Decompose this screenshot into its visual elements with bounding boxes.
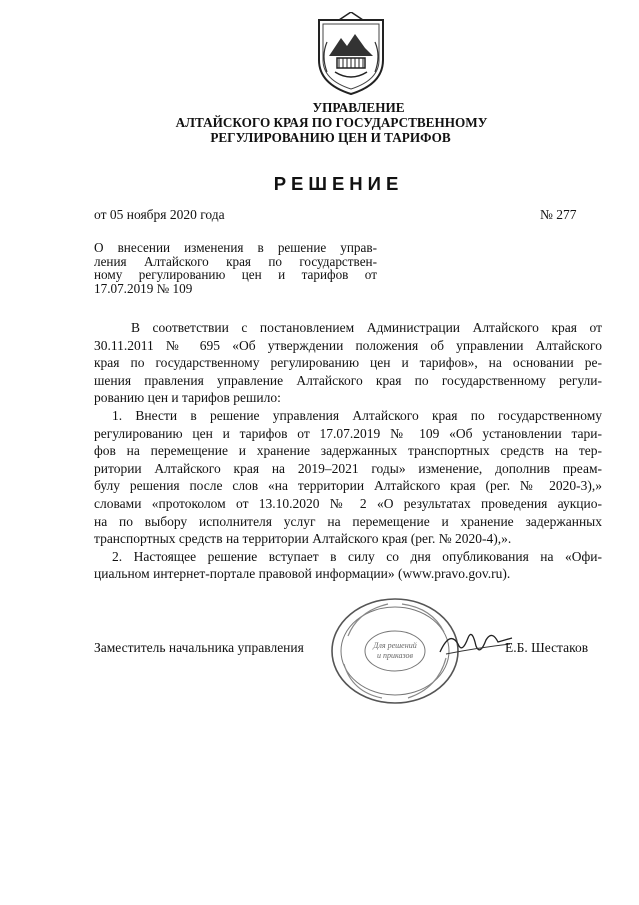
body-line: фов на перемещение и хранение задержанных транспортных средств на тер- <box>94 443 602 459</box>
body-line: на по выбору исполнителя услуг на перемещение и хранение задержанных <box>94 513 602 529</box>
body-line: циальном интернет-портале правовой информации» (www.pravo.gov.ru). <box>94 566 511 582</box>
subject-line: 17.07.2019 № 109 <box>94 280 193 296</box>
body-line: шения правления управление Алтайского края по государственному регули- <box>94 372 602 388</box>
body-line: булу решения после слов «на территории Алтайского края (рег. № 2020-3),» <box>94 478 602 494</box>
document-body <box>94 319 602 583</box>
coat-of-arms-icon <box>309 12 393 98</box>
body-line: края по государственному регулированию цен и тарифов», на основании ре- <box>94 355 602 371</box>
body-line: словами «протоколом от 13.10.2020 № 2 «О результатах проведения аукцио- <box>94 495 602 511</box>
org-line: РЕГУЛИРОВАНИЮ ЦЕН И ТАРИФОВ <box>210 130 451 145</box>
subject-line: ному регулированию цен и тарифов от <box>94 267 377 282</box>
organization-name <box>0 100 639 145</box>
body-line: В соответствии с постановлением Администрации Алтайского края от <box>131 320 602 335</box>
body-line: 1. Внести в решение управления Алтайского края по государственному <box>112 407 602 423</box>
body-line: ритории Алтайского края на 2019–2021 годы» изменение, дополнив преам- <box>94 460 602 476</box>
body-line: регулированию цен и тарифов от 17.07.2019 № 109 «Об установлении тари- <box>94 425 602 441</box>
stamp-text: и приказов <box>376 651 414 660</box>
document-type-title: РЕШЕНИЕ <box>273 173 404 194</box>
signer-name: Е.Б. Шестаков <box>505 640 589 655</box>
body-line: 30.11.2011 № 695 «Об утверждении положения об управлении Алтайского <box>94 337 602 353</box>
body-line: транспортных средств на территории Алтайского края (рег. № 2020-4),». <box>94 531 512 547</box>
document-number: № 277 <box>540 207 577 222</box>
document-date: от 05 ноября 2020 года <box>94 207 225 222</box>
body-line: 2. Настоящее решение вступает в силу со дня опубликования на «Офи- <box>112 548 602 564</box>
org-line: АЛТАЙСКОГО КРАЯ ПО ГОСУДАРСТВЕННОМУ <box>175 115 488 130</box>
subject-line: О внесении изменения в решение управ- <box>94 240 377 255</box>
signer-title: Заместитель начальника управления <box>94 640 304 655</box>
stamp-text: Для решений <box>373 641 417 650</box>
document-subject <box>94 241 377 295</box>
org-line: УПРАВЛЕНИЕ <box>312 100 405 115</box>
body-line: рованию цен и тарифов решило: <box>94 390 281 406</box>
handwritten-signature-icon <box>436 624 516 664</box>
subject-line: ления Алтайского края по государствен- <box>94 253 377 269</box>
